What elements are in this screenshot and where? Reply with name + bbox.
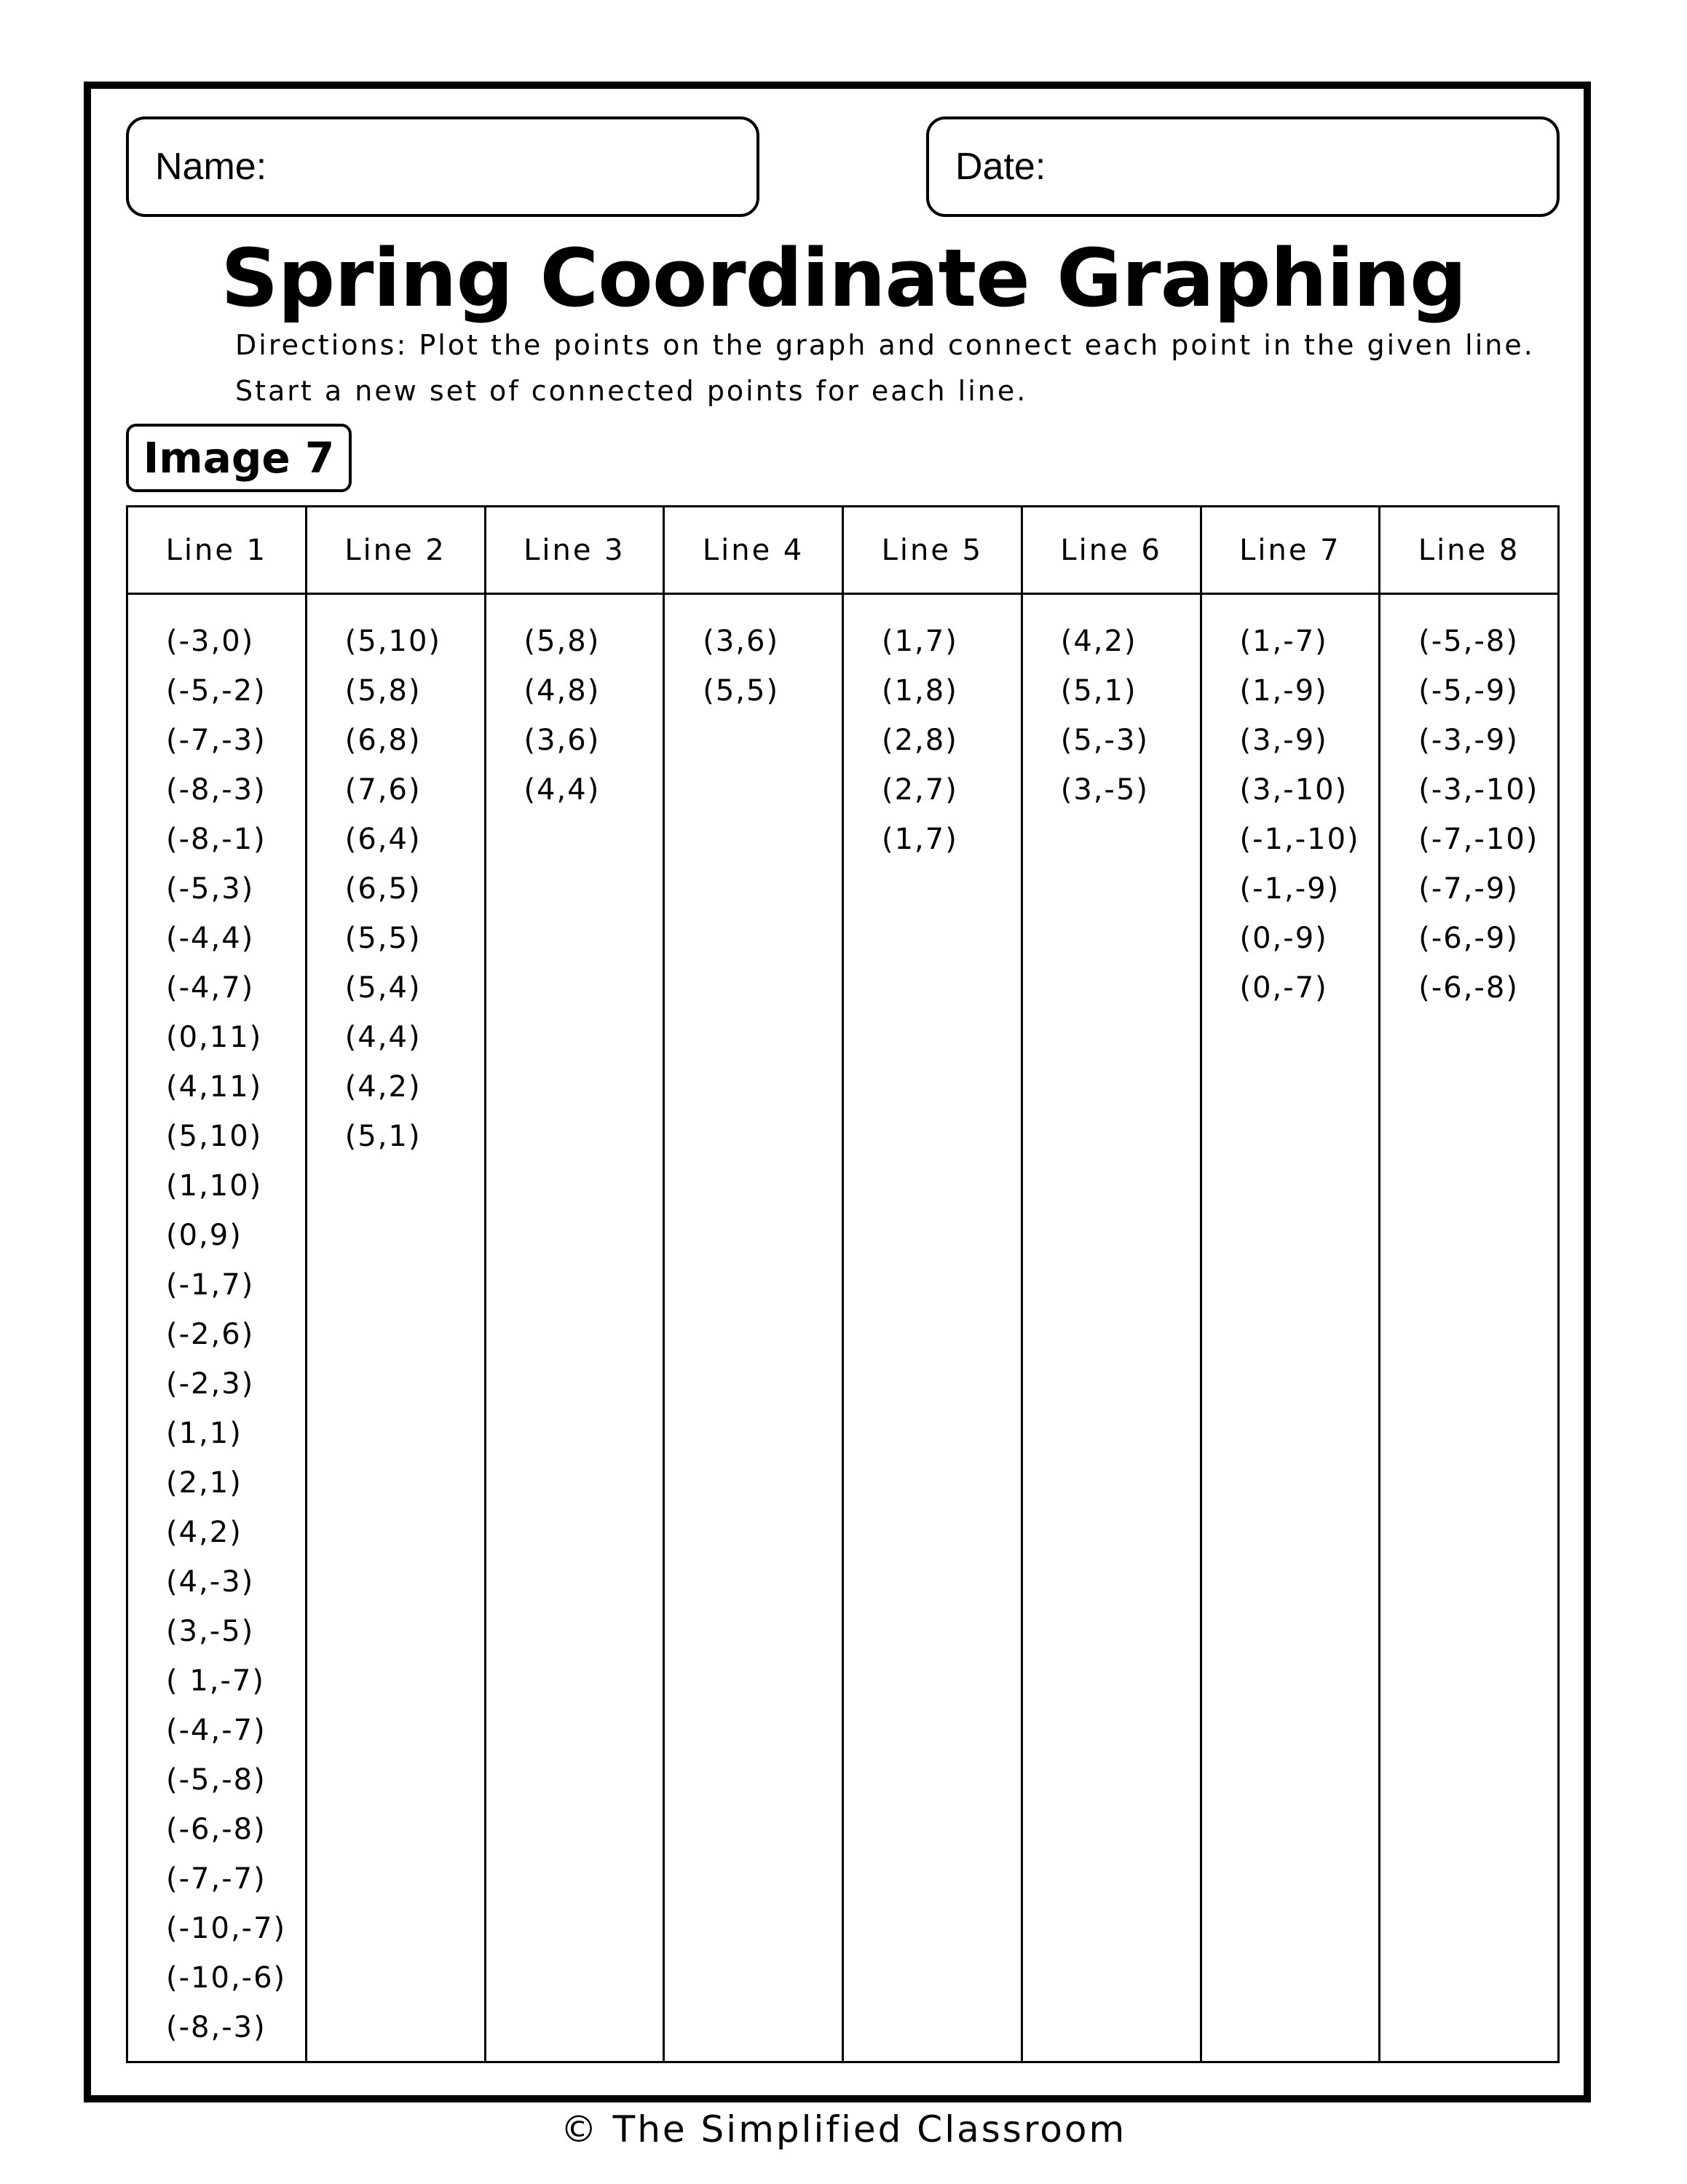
date-field[interactable] xyxy=(926,116,1560,217)
column-header: Line 5 xyxy=(844,507,1021,595)
column-points xyxy=(307,595,484,1161)
coordinate-point: (6,4) xyxy=(344,823,422,856)
column-points xyxy=(1380,595,1557,1013)
coordinate-point: (-3,0) xyxy=(166,625,255,658)
column-header: Line 4 xyxy=(665,507,842,595)
coordinate-point: (5,1) xyxy=(1060,674,1137,708)
table-column-line-8 xyxy=(1378,507,1557,2061)
coordinate-point: (5,8) xyxy=(344,674,422,708)
column-points xyxy=(486,595,663,815)
coordinate-point: (-5,-2) xyxy=(166,674,266,708)
coordinate-point: (-8,-1) xyxy=(166,823,266,856)
coordinate-point: (6,5) xyxy=(344,872,422,906)
coordinate-point: (-1,-10) xyxy=(1239,823,1360,856)
coordinate-point: (0,-9) xyxy=(1239,922,1328,955)
coordinate-point: (3,6) xyxy=(524,724,601,757)
directions-line-2: Start a new set of connected points for each line. xyxy=(235,375,1028,407)
column-header: Line 8 xyxy=(1380,507,1557,595)
coordinate-point: (1,7) xyxy=(882,823,958,856)
column-points xyxy=(1202,595,1379,1013)
column-header: Line 3 xyxy=(486,507,663,595)
coordinate-point: (-6,-8) xyxy=(1418,971,1519,1005)
coordinate-point: (5,10) xyxy=(166,1120,263,1153)
coordinate-point: (-10,-7) xyxy=(166,1912,287,1945)
column-header: Line 2 xyxy=(307,507,484,595)
coordinate-point: (-7,-7) xyxy=(166,1862,266,1896)
coordinate-point: (4,2) xyxy=(166,1516,242,1549)
coordinate-point: (-5,-9) xyxy=(1418,674,1519,708)
table-column-line-2 xyxy=(305,507,484,2061)
table-column-line-5 xyxy=(842,507,1021,2061)
table-column-line-7 xyxy=(1200,507,1379,2061)
coordinate-point: (-7,-9) xyxy=(1418,872,1519,906)
coordinate-point: (-5,3) xyxy=(166,872,255,906)
date-label: Date: xyxy=(955,146,1046,188)
coordinate-point: (1,-7) xyxy=(1239,625,1328,658)
column-points xyxy=(1023,595,1200,815)
page-title: Spring Coordinate Graphing xyxy=(221,232,1466,325)
coordinate-point: (4,2) xyxy=(1060,625,1137,658)
coordinate-point: (5,1) xyxy=(344,1120,422,1153)
coordinate-point: (3,-5) xyxy=(166,1615,255,1648)
coordinate-point: (0,-7) xyxy=(1239,971,1328,1005)
coordinate-point: (-7,-3) xyxy=(166,724,266,757)
coordinate-point: (2,1) xyxy=(166,1466,242,1500)
coordinate-point: (2,8) xyxy=(882,724,958,757)
coordinate-point: (-1,7) xyxy=(166,1268,255,1302)
table-column-line-6 xyxy=(1021,507,1200,2061)
coordinate-point: (-4,7) xyxy=(166,971,255,1005)
coordinate-point: (5,-3) xyxy=(1060,724,1150,757)
coordinate-point: (4,4) xyxy=(524,773,601,807)
coordinate-point: (4,-3) xyxy=(166,1565,255,1599)
table-column-line-1 xyxy=(128,507,305,2061)
coordinate-point: (1,-9) xyxy=(1239,674,1328,708)
coordinate-point: (1,10) xyxy=(166,1169,263,1203)
column-points xyxy=(665,595,842,716)
coordinate-point: (-6,-9) xyxy=(1418,922,1519,955)
footer-copyright: © The Simplified Classroom xyxy=(560,2108,1127,2151)
coordinate-point: (5,5) xyxy=(703,674,780,708)
coordinate-point: (0,9) xyxy=(166,1219,242,1252)
table-column-line-3 xyxy=(484,507,663,2061)
image-label: Image 7 xyxy=(126,424,352,492)
coordinate-point: (-8,-3) xyxy=(166,773,266,807)
coordinate-point: (-2,3) xyxy=(166,1367,255,1401)
column-header: Line 1 xyxy=(128,507,305,595)
table-column-line-4 xyxy=(663,507,842,2061)
coordinate-point: (7,6) xyxy=(344,773,422,807)
coordinate-point: (4,8) xyxy=(524,674,601,708)
coordinate-point: (1,1) xyxy=(166,1417,242,1450)
coordinate-point: (5,4) xyxy=(344,971,422,1005)
coordinate-point: (-4,4) xyxy=(166,922,255,955)
coordinate-point: (3,-10) xyxy=(1239,773,1348,807)
directions-line-1: Directions: Plot the points on the graph and connect each point in the given line. xyxy=(235,329,1535,361)
column-header: Line 7 xyxy=(1202,507,1379,595)
coordinate-point: (-4,-7) xyxy=(166,1714,266,1747)
coordinate-point: (4,2) xyxy=(344,1070,422,1104)
column-points xyxy=(844,595,1021,864)
coordinate-point: (-10,-6) xyxy=(166,1961,287,1995)
coordinate-point: (-3,-9) xyxy=(1418,724,1519,757)
coordinate-point: (5,8) xyxy=(524,625,601,658)
coordinate-point: (3,-9) xyxy=(1239,724,1328,757)
coordinate-point: (-3,-10) xyxy=(1418,773,1539,807)
column-points xyxy=(128,595,305,2052)
coordinate-point: (1,8) xyxy=(882,674,958,708)
coordinate-point: (-5,-8) xyxy=(166,1763,266,1797)
coordinate-point: (3,-5) xyxy=(1060,773,1150,807)
coordinate-point: ( 1,-7) xyxy=(166,1664,265,1698)
coordinate-point: (2,7) xyxy=(882,773,958,807)
coordinate-point: (1,7) xyxy=(882,625,958,658)
coordinate-point: (-8,-3) xyxy=(166,2011,266,2044)
coordinate-point: (5,10) xyxy=(344,625,442,658)
points-table xyxy=(126,505,1560,2063)
coordinate-point: (-1,-9) xyxy=(1239,872,1340,906)
coordinate-point: (-5,-8) xyxy=(1418,625,1519,658)
coordinate-point: (0,11) xyxy=(166,1021,263,1054)
coordinate-point: (3,6) xyxy=(703,625,780,658)
name-label: Name: xyxy=(155,146,267,188)
coordinate-point: (6,8) xyxy=(344,724,422,757)
coordinate-point: (4,4) xyxy=(344,1021,422,1054)
coordinate-point: (-6,-8) xyxy=(166,1813,266,1846)
coordinate-point: (4,11) xyxy=(166,1070,263,1104)
coordinate-point: (-7,-10) xyxy=(1418,823,1539,856)
coordinate-point: (-2,6) xyxy=(166,1318,255,1351)
name-field[interactable] xyxy=(126,116,759,217)
column-header: Line 6 xyxy=(1023,507,1200,595)
coordinate-point: (5,5) xyxy=(344,922,422,955)
